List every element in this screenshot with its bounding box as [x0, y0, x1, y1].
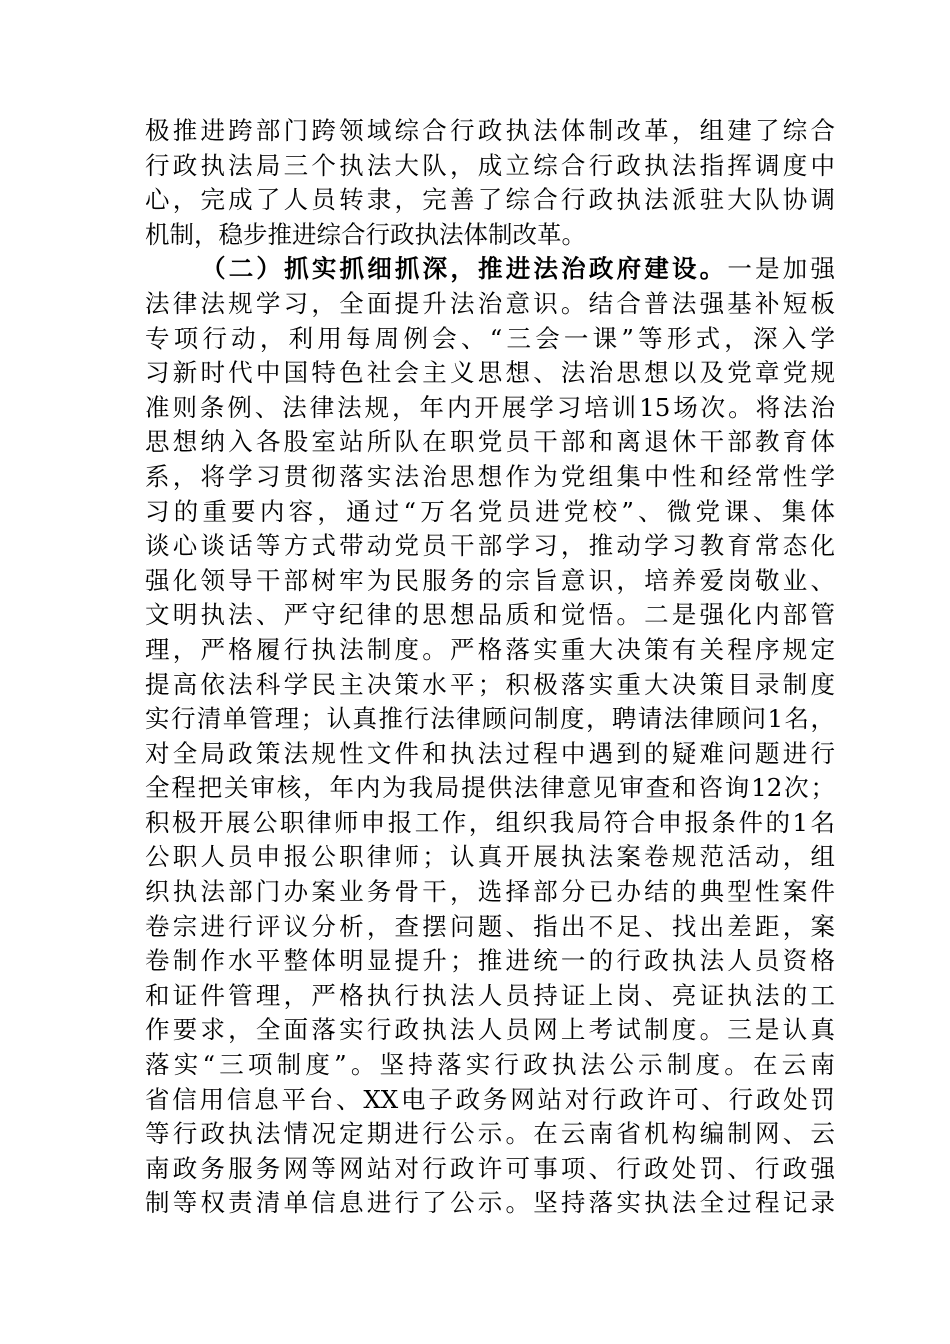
text-line: 作要求，全面落实行政执法人员网上考试制度。三是认真: [145, 1015, 835, 1045]
text-line: 专项行动，利用每周例会、“三会一课”等形式，深入学: [145, 323, 835, 353]
text-line: 行政执法局三个执法大队，成立综合行政执法指挥调度中: [145, 150, 835, 180]
text-line: 实行清单管理；认真推行法律顾问制度，聘请法律顾问1名，: [145, 704, 835, 734]
document-body: [145, 114, 835, 1221]
text-line: 织执法部门办案业务骨干，选择部分已办结的典型性案件: [145, 877, 835, 907]
paragraph-1: [145, 114, 835, 252]
text-line: 卷宗进行评议分析，查摆问题、指出不足、找出差距，案: [145, 911, 835, 941]
paragraph-first-line: [145, 252, 835, 287]
text-line: 强化领导干部树牢为民服务的宗旨意识，培养爱岗敬业、: [145, 565, 835, 595]
text-line: 公职人员申报公职律师；认真开展执法案卷规范活动，组: [145, 842, 835, 872]
text-line: 极推进跨部门跨领域综合行政执法体制改革，组建了综合: [145, 116, 835, 145]
text-line: 机制，稳步推进综合行政执法体制改革。: [145, 219, 586, 249]
text-line: 积极开展公职律师申报工作，组织我局符合申报条件的1名: [145, 807, 835, 837]
text-line: 全程把关审核，年内为我局提供法律意见审查和咨询12次；: [145, 773, 835, 803]
text-line: 系，将学习贯彻落实法治思想作为党组集中性和经常性学: [145, 461, 835, 491]
text-line: 理，严格履行执法制度。严格落实重大决策有关程序规定: [145, 634, 835, 664]
text-line: 省信用信息平台、XX电子政务网站对行政许可、行政处罚: [145, 1084, 835, 1114]
text-line: 准则条例、法律法规，年内开展学习培训15场次。将法治: [145, 392, 835, 422]
text-line: 文明执法、严守纪律的思想品质和觉悟。二是强化内部管: [145, 600, 835, 630]
text-line: 习的重要内容，通过“万名党员进党校”、微党课、集体: [145, 496, 835, 526]
paragraph-2: [145, 252, 835, 1221]
text-line: 习新时代中国特色社会主义思想、法治思想以及党章党规: [145, 358, 835, 388]
text-fragment: 一是加强: [727, 254, 836, 284]
text-line: 和证件管理，严格执行执法人员持证上岗、亮证执法的工: [145, 980, 835, 1010]
text-line: 卷制作水平整体明显提升；推进统一的行政执法人员资格: [145, 946, 835, 976]
text-line: 对全局政策法规性文件和执法过程中遇到的疑难问题进行: [145, 738, 835, 768]
text-line: 法律法规学习，全面提升法治意识。结合普法强基补短板: [145, 288, 835, 318]
text-line: 谈心谈话等方式带动党员干部学习，推动学习教育常态化: [145, 531, 835, 561]
text-line: 南政务服务网等网站对行政许可事项、行政处罚、行政强: [145, 1153, 835, 1183]
text-line: 提高依法科学民主决策水平；积极落实重大决策目录制度: [145, 669, 835, 699]
text-line: 心，完成了人员转隶，完善了综合行政执法派驻大队协调: [145, 185, 835, 215]
text-line: 制等权责清单信息进行了公示。坚持落实执法全过程记录: [145, 1188, 835, 1218]
text-line: 落实“三项制度”。坚持落实行政执法公示制度。在云南: [145, 1050, 835, 1080]
text-line: 等行政执法情况定期进行公示。在云南省机构编制网、云: [145, 1119, 835, 1149]
section-heading: （二）抓实抓细抓深，推进法治政府建设。: [201, 254, 728, 284]
text-line: 思想纳入各股室站所队在职党员干部和离退休干部教育体: [145, 427, 835, 457]
